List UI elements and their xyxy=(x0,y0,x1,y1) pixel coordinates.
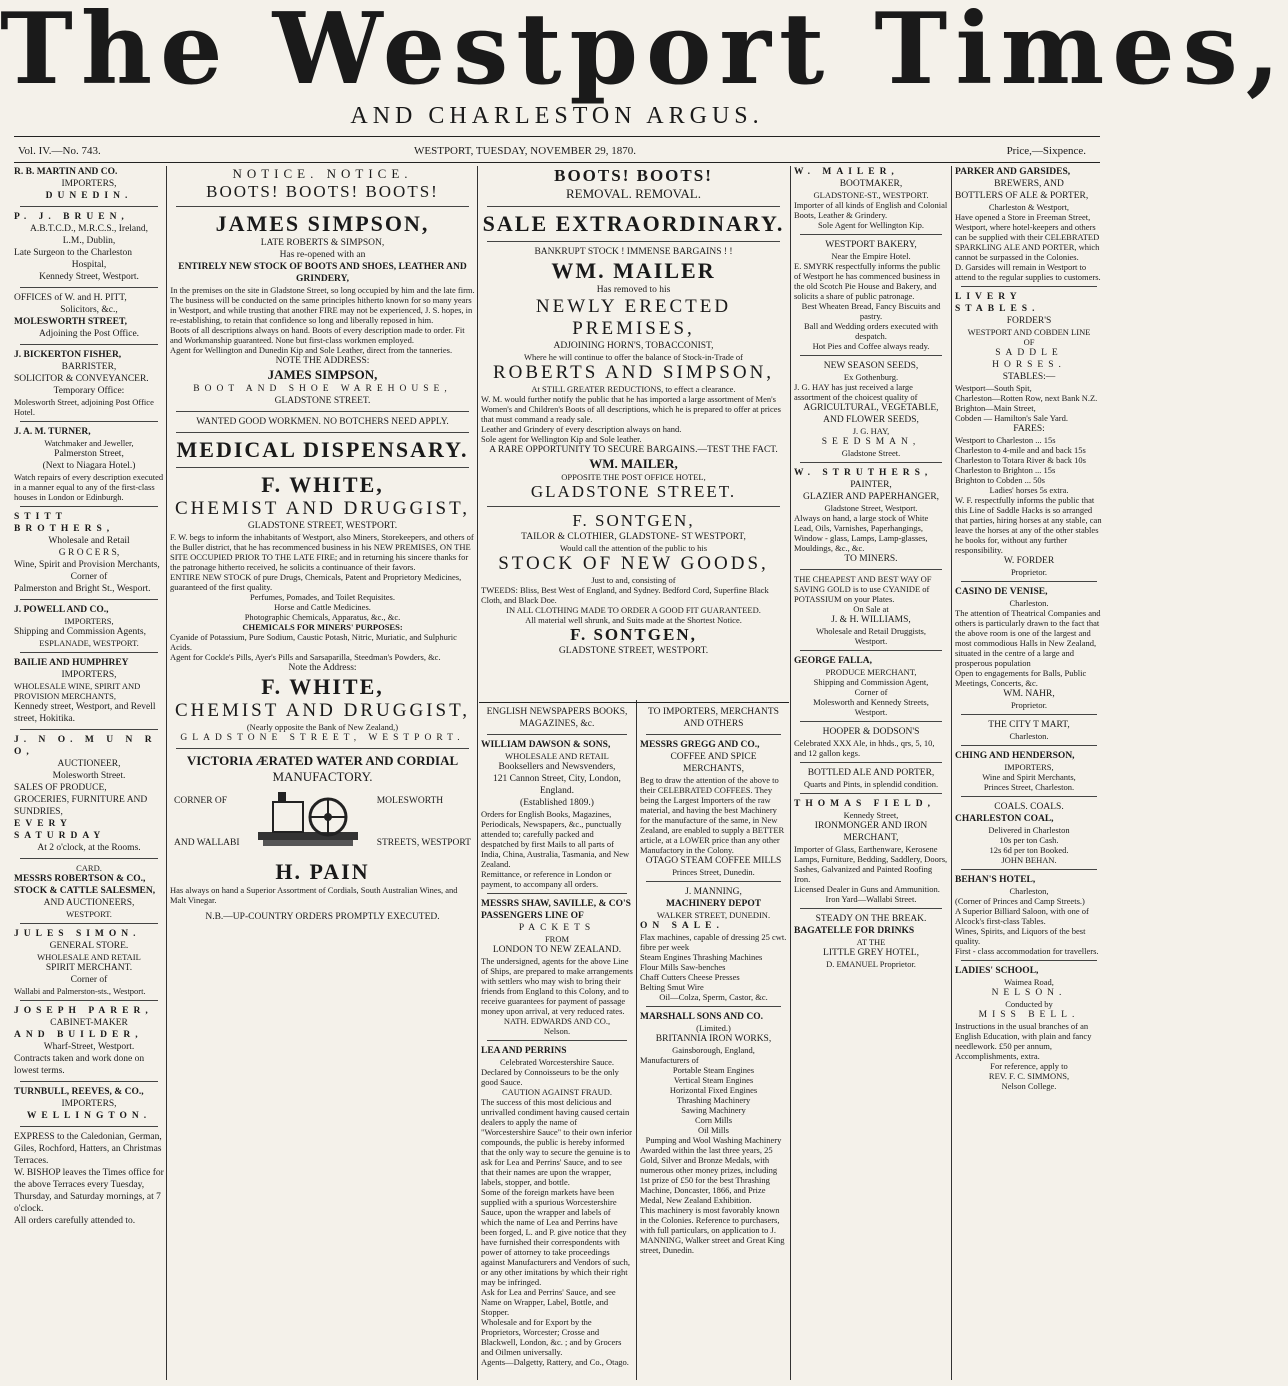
column-divider xyxy=(951,166,952,1380)
ad-bruen: P. J. BRUEN, A.B.T.C.D., M.R.C.S., Ireland, L.M., Dublin, Late Surgeon to the Charleston Hospital, Kennedy Street, Westport. xyxy=(14,212,149,282)
masthead-title: The Westport Times, xyxy=(0,0,1288,107)
issue-date: WESTPORT, TUESDAY, NOVEMBER 29, 1870. xyxy=(414,145,637,157)
column-divider xyxy=(477,166,478,1380)
column-3-top-advertisements: BOOTS! BOOTS! REMOVAL. REMOVAL. SALE EXTRAORDINARY. BANKRUPT STOCK ! IMMENSE BARGAINS ! ! WM. MAILER Has removed to his NEWLY ERECTED PREMISES, ADJOINING HORN'S, TOBACCONIST, Where he will continue to offer the balance of Stock-in-Trade of ROBERTS AND SIMPSON, At STILL GREATER REDUCTIONS, to effect a clearance. W. M. would further notify the public that he has imported a large assortment of Men's Women's and Children's Boots of all descriptions, which he is prepared to offer at prices that must command a ready sale. Leather and Grindery of every description always on hand. Sole agent for Wellington Kip and Sole leather. A RARE OPPORTUNITY TO SECURE BARGAINS.—TEST THE FACT. WM. MAILER, OPPOSITE THE POST OFFICE HOTEL, GLADSTONE STREET. F. SONTGEN, TAILOR & CLOTHIER, GLADSTONE- ST WESTPORT, Would call the attention of the public to his STOCK OF NEW GOODS, Just to and, consisting of TWEEDS: Bliss, Best West of England, and Sydney. Bedford Cord, Superfine Black Cloth, and Black Doe. IN ALL CLOTHING MADE TO ORDER A GOOD FIT GUARANTEED. All material well shrunk, and Suits made at the Shortest Notice. F. SONTGEN, GLADSTONE STREET, WESTPORT. xyxy=(481,166,785,656)
ad-robertson: CARD. MESSRS ROBERTSON & CO., STOCK & CATTLE SALESMEN, AND AUCTIONEERS, WESTPORT. xyxy=(14,863,156,919)
ad-fisher: J. BICKERTON FISHER, BARRISTER, SOLICITOR & CONVEYANCER. Temporary Office: Molesworth Street, adjoining Post Office Hotel. xyxy=(14,350,154,417)
sale-extraordinary-heading: SALE EXTRAORDINARY. xyxy=(482,211,785,236)
section-rule xyxy=(479,702,789,703)
ad-powell: J. POWELL AND CO., IMPORTERS, Shipping and Commission Agents, ESPLANADE, WESTPORT. xyxy=(14,605,146,648)
top-rule xyxy=(14,136,1100,137)
ad-turnbull: TURNBULL, REEVES, & CO., IMPORTERS, WELLINGTON. xyxy=(14,1087,152,1121)
price: Price,—Sixpence. xyxy=(1006,145,1086,157)
masthead xyxy=(0,0,1288,132)
masthead-subtitle: AND CHARLESTON ARGUS. xyxy=(350,103,764,129)
ad-parer: JOSEPH PARER, CABINET-MAKER AND BUILDER, Wharf-Street, Westport. Contracts taken and work done on lowest terms. xyxy=(14,1006,153,1076)
ad-pitt: OFFICES of W. and H. PITT, Solicitors, &c., MOLESWORTH STREET, Adjoining the Post Office. xyxy=(14,293,140,339)
ad-turner: J. A. M. TURNER, Watchmaker and Jeweller, Palmerston Street, (Next to Niagara Hotel.) Watch repairs of every description executed in a manner equal to any of the first-class houses in London or Edinburgh. xyxy=(14,427,164,502)
column-2-advertisements: NOTICE. NOTICE. BOOTS! BOOTS! BOOTS! JAMES SIMPSON, LATE ROBERTS & SIMPSON, Has re-opened with an ENTIRELY NEW STOCK OF BOOTS AND SHOES, LEATHER AND GRINDERY, In the premises on the site in Gladstone Street, so long occupied by him and the late firm. The business will be conducted on the same principles hitherto known for so many years in Westport, and while trusting that another FIRE may not be experienced, J. S. hopes, in re-establishing, to retain that confidence so long and liberally reposed in him. Boots of all descriptions always on hand. Boots of every description made to order. Fit and Workmanship guaranteed. None but first-class workmen employed. Agent for Wellington and Dunedin Kip and Sole Leather, direct from the tanneries. NOTE THE ADDRESS: JAMES SIMPSON, BOOT AND SHOE WAREHOUSE, GLADSTONE STREET. WANTED GOOD WORKMEN. NO BOTCHERS NEED APPLY. MEDICAL DISPENSARY. F. WHITE, CHEMIST AND DRUGGIST, GLADSTONE STREET, WESTPORT. F. W. begs to inform the inhabitants of Westport, also Miners, Storekeepers, and others of the Buller district, that he has recommenced business in his NEW PREMISES, ON THE SITE OCCUPIED PRIOR TO THE LATE FIRE; and in returning his sincere thanks for the patronage hitherto received, he solicits a continuance of their favors. ENTIRE NEW STOCK of pure Drugs, Chemicals, Patent and Proprietory Medicines, guaranteed of the first quality. Perfumes, Pomades, and Toilet Requisites. Horse and Cattle Medicines. Photographic Chemicals, Apparatus, &c., &c. CHEMICALS FOR MINERS' PURPOSES: Cyanide of Potassium, Pure Sodium, Caustic Potash, Nitric, Muriatic, and Sulphuric Acids. Agent for Cockle's Pills, Ayer's Pills and Sarsaparilla, Steedman's Powders, &c. Note the Address: F. WHITE, CHEMIST AND DRUGGIST, (Nearly opposite the Bank of New Zealand,) GLADSTONE STREET, WESTPORT. VICTORIA ÆRATED WATER AND CORDIAL MANUFACTORY. CORNER OF AND WALLABI MOLESWORTH STREETS, WESTPORT H. PAIN Has always on hand a Superior Assortment of Cordials, South Australian Wines, and Malt Vinegar. N.B.—UP-COUNTRY ORDERS PROMPTLY EXECUTED. xyxy=(170,166,475,922)
ad-express: EXPRESS to the Caledonian, German, Giles, Rochford, Hatters, an Christmas Terraces. W. BISHOP leaves the Times office for the above Terraces every Tuesday, Thursday, and Saturday mornings, at 7 o'clock. All orders carefully attended to. xyxy=(14,1132,164,1226)
column-divider xyxy=(166,166,167,1380)
dateline-rule xyxy=(14,162,1100,163)
column-3b-advertisements: TO IMPORTERS, MERCHANTS AND OTHERS MESSRS GREGG AND CO., COFFEE AND SPICE MERCHANTS, Beg to draw the attention of the above to their CELEBRATED COFFEES. They being the Largest Importers of the raw material, and having the best Machinery for the manufacture of the same, in New Zealand, are enabled to supply a BETTER article, at a LOWER price than any other Manufactory in the Colony. OTAGO STEAM COFFEE MILLS Princes Street, Dunedin. J. MANNING, MACHINERY DEPOT WALKER STREET, DUNEDIN. ON SALE. Flax machines, capable of dressing 25 cwt. fibre per week Steam Engines Thrashing Machines Flour Mills Saw-benches Chaff Cutters Cheese Presses Belting Smut Wire Oil—Colza, Sperm, Castor, &c. MARSHALL SONS AND CO. (Limited.) BRITANNIA IRON WORKS, Gainsborough, England, Manufacturers of Portable Steam Engines Vertical Steam Engines Horizontal Fixed Engines Thrashing Machinery Sawing Machinery Corn Mills Oil Mills Pumping and Wool Washing Machinery Awarded within the last three years, 25 Gold, Silver and Bronze Medals, with numerous other money prizes, including 1st prize of £50 for the best Thrashing Machine, Doncaster, 1866, and Prize Medal, New Zealand Exhibition. This machinery is most favorably known in the Colonies. Reference to purchasers, with full particulars, on application to J. MANNING, Walker street and Great King street, Dunedin. xyxy=(640,707,787,1255)
volume-number: Vol. IV.—No. 743. xyxy=(18,145,101,157)
boots-heading: BOOTS! BOOTS! BOOTS! xyxy=(206,182,439,201)
ad-munro: J. N O. M U N R O, AUCTIONEER, Molesworth Street. SALES OF PRODUCE, GROCERIES, FURNITURE AND SUNDRIES, EVERY SATURDAY At 2 o'clock, at the Rooms. xyxy=(14,735,157,853)
ad-bailie: BAILIE AND HUMPHREY IMPORTERS, WHOLESALE WINE, SPIRIT AND PROVISION MERCHANTS, Kennedy street, Westport, and Revell street, Hokitika. xyxy=(14,658,156,724)
column-1-advertisements xyxy=(14,166,164,1380)
column-5-advertisements: PARKER AND GARSIDES, BREWERS, AND BOTTLERS OF ALE & PORTER, Charleston & Westport, Have opened a Store in Freeman Street, Westport, where hotel-keepers and others can be supplied with their CELEBRATED SPARKLING ALE AND PORTER, which cannot be surpassed in the Colonies. D. Garsides will remain in Westport to attend to the regular supplies to customers. LIVERY STABLES. FORDER'S WESTPORT AND COBDEN LINE OF SADDLE HORSES. STABLES:— Westport—South Spit, Charleston—Rotten Row, next Bank N.Z. Brighton—Main Street, Cobden — Hamilton's Sale Yard. FARES: Westport to Charleston ... 15s Charleston to 4-mile and and back 15s Charleston to Totara River & back 10s Charleston to Brighton ... 15s Brighton to Cobden ... 50s Ladies' horses 5s extra. W. F. respectfully informs the public that this Line of Saddle Hacks is so arranged that parties, hiring horses at any stable, can leave the horses at any of the other stables he books for, without any further responsibility. W. FORDER Proprietor. CASINO DE VENISE, Charleston. The attention of Theatrical Companies and others is particularly drawn to the fact that the above room is one of the largest and most commodious Halls in New Zealand, situated in the centre of a large and prosperous population Open to engagements for Balls, Public Meetings, Concerts, &c. WM. NAHR, Proprietor. THE CITY T MART, Charleston. CHING AND HENDERSON, IMPORTERS, Wine and Spirit Merchants, Princes Street, Charleston. COALS. COALS. CHARLESTON COAL, Delivered in Charleston 10s per ton Cash. 12s 6d per ton Booked. JOHN BEHAN. BEHAN'S HOTEL, Charleston, (Corner of Princes and Camp Streets.) A Superior Billiard Saloon, with one of Alcock's first-class Tables. Wines, Spirits, and Liquors of the best quality. First - class accommodation for travellers. LADIES' SCHOOL, Waimea Road, NELSON. Conducted by MISS BELL. Instructions in the usual branches of an English Education, with plain and fancy needlework. £50 per annum, Accomplishments, extra. For reference, apply to REV. F. C. SIMMONS, Nelson College. xyxy=(955,167,1102,1091)
simpson-name: JAMES SIMPSON, xyxy=(215,211,430,236)
column-4-advertisements: W. MAILER, BOOTMAKER, GLADSTONE-ST., WESTPORT. Importer of all kinds of English and Colonial Boots, Leather & Grindery. Sole Agent for Wellington Kip. WESTPORT BAKERY, Near the Empire Hotel. E. SMYRK respectfully informs the public of Westport he has commenced business in the old Scotch Pie House and Bakery, and solicits a share of public patronage. Best Wheaten Bread, Fancy Biscuits and pastry. Ball and Wedding orders executed with despatch. Hot Pies and Coffee always ready. NEW SEASON SEEDS, Ex Gothenburg. J. G. HAY has just received a large assortment of the choicest quality of AGRICULTURAL, VEGETABLE, AND FLOWER SEEDS, J. G. HAY, SEEDSMAN, Gladstone Street. W. STRUTHERS, PAINTER, GLAZIER AND PAPERHANGER, Gladstone Street, Westport. Always on hand, a large stock of White Lead, Oils, Varnishes, Paperhangings, Window - glass, Lamps, Lamp-glasses, Mouldings, &c., &c. TO MINERS. THE CHEAPEST AND BEST WAY OF SAVING GOLD is to use CYANIDE of POTASSIUM on your Plates. On Sale at J. & H. WILLIAMS, Wholesale and Retail Druggists, Westport. GEORGE FALLA, PRODUCE MERCHANT, Shipping and Commission Agent, Corner of Molesworth and Kennedy Streets, Westport. HOOPER & DODSON'S Celebrated XXX Ale, in hhds., qrs, 5, 10, and 12 gallon kegs. BOTTLED ALE AND PORTER, Quarts and Pints, in splendid condition. THOMAS FIELD, Kennedy Street, IRONMONGER AND IRON MERCHANT, Importer of Glass, Earthenware, Kerosene Lamps, Furniture, Bedding, Saddlery, Doors, Sashes, Galvanized and Painted Roofing Iron. Licensed Dealer in Guns and Ammunition. Iron Yard—Wallabi Street. STEADY ON THE BREAK. BAGATELLE FOR DRINKS AT THE LITTLE GREY HOTEL, D. EMANUEL Proprietor. xyxy=(794,167,948,969)
column-divider xyxy=(636,700,637,1380)
medical-dispensary-heading: MEDICAL DISPENSARY. xyxy=(176,437,469,462)
ad-simon: JULES SIMON. GENERAL STORE. WHOLESALE AND RETAIL SPIRIT MERCHANT. Corner of Wallabi and Palmerston-sts., Westport. xyxy=(14,929,146,996)
dateline xyxy=(14,140,1100,162)
machinery-engraving-icon xyxy=(248,787,368,857)
notice-heading: NOTICE. NOTICE. xyxy=(232,166,413,181)
column-3a-advertisements: ENGLISH NEWSPAPERS BOOKS, MAGAZINES, &c. WILLIAM DAWSON & SONS, WHOLESALE AND RETAIL Booksellers and Newsvenders, 121 Cannon Street, City, London, England. (Established 1809.) Orders for English Books, Magazines, Periodicals, Newspapers, &c., punctually attended to; carefully packed and despatched by first Mails to all parts of India, China, Australia, Tasmania, and New Zealand. Remittance, or reference in London or payment, to accompany all orders. MESSRS SHAW, SAVILLE, & CO'S PASSENGERS LINE OF PACKETS FROM LONDON TO NEW ZEALAND. The undersigned, agents for the above Line of Ships, are prepared to make arrangements with settlers who may wish to bring their friends from England to this Colony, and to receive guarantees for payment of passage money upon arrival, at very reduced rates. NATH. EDWARDS AND CO., Nelson. LEA AND PERRINS Celebrated Worcestershire Sauce. Declared by Connoisseurs to be the only good Sauce. CAUTION AGAINST FRAUD. The success of this most delicious and unrivalled condiment having caused certain dealers to apply the name of "Worcestershire Sauce" to their own inferior compounds, the public is hereby informed that the only way to secure the genuine is to ask for Lea and Perrins' Sauce, and to see that their names are upon the wrapper, labels, stopper, and bottle. Some of the foreign markets have been supplied with a spurious Worcestershire Sauce, upon the wrapper and labels of which the name of Lea and Perrins have been forged, L. and P. give notice that they have furnished their correspondents with power of attorney to take proceedings against Manufacturers and Vendors of such, or any other imitations by which their right may be infringed. Ask for Lea and Perrins' Sauce, and see Name on Wrapper, Label, Bottle, and Stopper. Wholesale and for Export by the Proprietors, Worcester; Crosse and Blackwell, London, &c. ; and by Grocers and Oilmen universally. Agents—Dalgetty, Rattery, and Co., Otago. xyxy=(481,707,633,1367)
victoria-heading: VICTORIA ÆRATED WATER AND CORDIAL xyxy=(186,753,459,768)
column-divider xyxy=(790,166,791,1380)
ad-stitt: STITT BROTHERS, Wholesale and Retail G R O C E R S, Wine, Spirit and Provision Merchants, Corner of Palmerston and Bright St., Wesport. xyxy=(14,512,160,594)
fwhite-name: F. WHITE, xyxy=(261,472,384,497)
hpain-name: H. PAIN xyxy=(275,859,370,884)
ad-martin: R. B. MARTIN AND CO. IMPORTERS, DUNEDIN. xyxy=(14,167,133,201)
